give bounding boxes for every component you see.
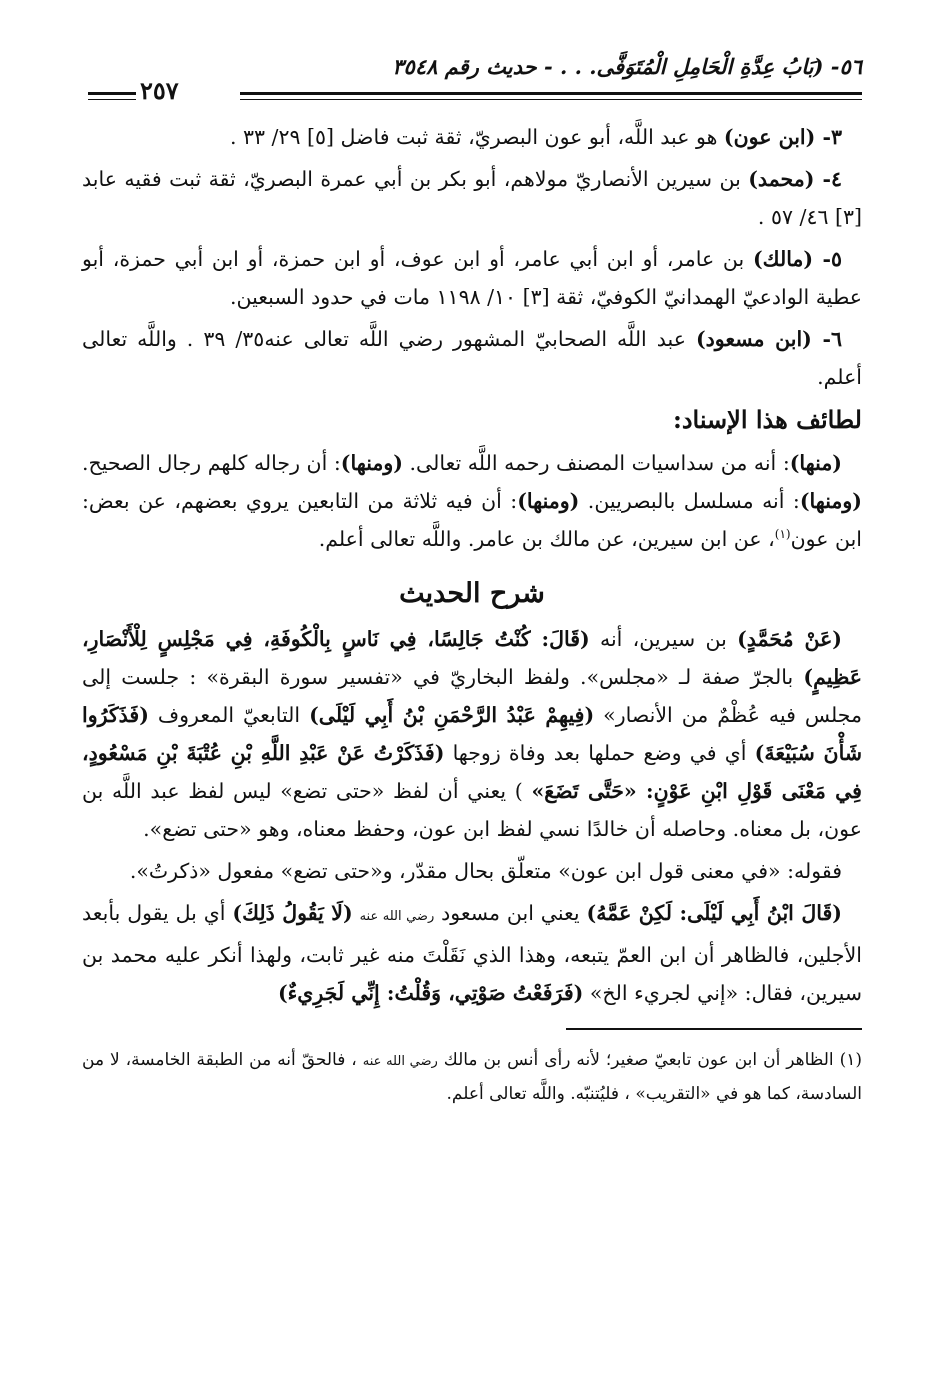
honorific-symbol: رضي الله عنه — [359, 909, 435, 924]
lataif-heading: لطائف هذا الإسناد: — [672, 405, 862, 434]
lataif-text-2: : أن رجاله كلهم رجال الصحيح. — [82, 451, 341, 475]
commentary-text: ) يعني أن لفظ «حتى تضع» ليس لفظ عبد اللَّه بن عون، بل معناه. وحاصله أن خالدًا نسي لفظ ابن عون، وحفظ معناه، وهو «حتى تضع». — [82, 779, 862, 841]
header-rule — [240, 92, 862, 95]
narrator-5 — [82, 240, 862, 316]
book-page — [82, 40, 862, 1110]
hadith-quote: (عَنْ مُحَمَّدٍ) — [737, 627, 842, 651]
footnote-text: (١) الظاهر أن ابن عون تابعيّ صغير؛ لأنه رأى أنس بن مالك — [437, 1050, 862, 1070]
sharh-paragraph-1 — [82, 620, 862, 848]
hadith-quote: (قَالَ ابْنُ أَبِي لَيْلَى: لَكِنْ عَمَّهُ) — [586, 901, 843, 925]
sharh-paragraph-3 — [82, 894, 862, 1012]
page-number-rule — [88, 92, 136, 95]
hadith-quote: (فَذَكَرْتُ عَنْ عَبْدِ اللَّهِ بْنِ عُتْبَةَ بْنِ مَسْعُودٍ، فِي مَعْنَى قَوْلِ ابْنِ عَوْنٍ: «حَتَّى تَضَعَ» — [82, 741, 862, 803]
page-header — [82, 40, 862, 106]
narrator-5-text: بن عامر، أو ابن أبي عامر، أو ابن عوف، أو ابن حمزة، أو ابن أبي حمزة، أبو عطية الوادعيّ الهمدانيّ الكوفيّ، ثقة [٣] ١٠/ ١١٩٨ مات في حدود السبعين. — [82, 247, 862, 309]
honorific-symbol: رضي الله عنه — [362, 1054, 438, 1069]
lataif-marker-1: (منها) — [789, 451, 842, 475]
hadith-quote: (فَرَفَعْتُ صَوْتِي، وَقُلْتُ: إِنِّي لَجَرِيءٌ) — [277, 981, 584, 1005]
narrator-3 — [82, 118, 862, 156]
lataif-text-1: : أنه من سداسيات المصنف رحمه اللَّه تعالى. — [402, 451, 790, 475]
commentary-text: بن سيرين، أنه — [589, 627, 738, 651]
spacer-text — [353, 901, 360, 925]
page-number-rule-thin — [88, 99, 136, 100]
hadith-quote: (فَذَكَرُوا شَأْنَ سُبَيْعَةَ) — [82, 703, 862, 765]
footnote-reference[interactable]: (١) — [774, 527, 791, 542]
lataif-marker-4: (ومنها) — [517, 489, 580, 513]
commentary-text: أي بل يقول بأبعد الأجلين، فالظاهر أن ابن العمّ يتبعه، وهذا الذي نَقَلْتَ منه غير ثابت، ولهذا أنكر عليه محمد بن سيرين، فقال: «إني لجريء الخ» — [82, 901, 862, 1005]
narrator-6-text: عبد اللَّه الصحابيّ المشهور رضي اللَّه تعالى عنه٣٥/ ٣٩ . واللَّه تعالى أعلم. — [82, 327, 862, 389]
narrator-4 — [82, 160, 862, 236]
lataif-text-5: ، عن ابن سيرين، عن مالك بن عامر. واللَّه تعالى أعلم. — [318, 527, 775, 551]
running-title: ٥٦- (بَابُ عِدَّةِ الْحَامِلِ الْمُتَوَفَّى. . . - حديث رقم ٣٥٤٨ — [392, 54, 862, 79]
commentary-text: أي في وضع حملها بعد وفاة زوجها — [444, 741, 755, 765]
commentary-text: يعني ابن مسعود — [434, 901, 587, 925]
footnote-divider — [566, 1028, 862, 1030]
sharh-heading: شرح الحديث — [399, 578, 545, 609]
footnote-1 — [82, 1044, 862, 1110]
narrator-4-text: بن سيرين الأنصاريّ مولاهم، أبو بكر بن أبي عمرة البصريّ، ثقة ثبت فقيه عابد [٣] ٤٦/ ٥٧ . — [82, 167, 862, 229]
narrator-6-label: ٦- (ابن مسعود) — [695, 327, 843, 351]
footnotes — [82, 1044, 862, 1110]
lataif-marker-3: (ومنها) — [799, 489, 862, 513]
header-rule-thin — [240, 99, 862, 100]
lataif-text-3: : أنه مسلسل بالبصريين. — [579, 489, 800, 513]
hadith-quote: (لَا يَقُولُ ذَلِكَ) — [232, 901, 353, 925]
narrator-3-text: هو عبد اللَّه، أبو عون البصريّ، ثقة ثبت فاضل [٥] ٢٩/ ٣٣ . — [229, 125, 724, 149]
narrator-3-label: ٣- (ابن عون) — [723, 125, 842, 149]
main-text — [82, 118, 862, 1012]
commentary-text: التابعيّ المعروف — [148, 703, 310, 727]
commentary-text: بالجرّ صفة لـ «مجلس». ولفظ البخاريّ في «تفسير سورة البقرة» : جلست إلى مجلس فيه عُظْمٌ من الأنصار» — [82, 665, 863, 727]
narrator-4-label: ٤- (محمد) — [748, 167, 843, 191]
lataif-text-4: : أن فيه ثلاثة من التابعين يروي بعضهم، عن بعض: ابن عون — [82, 489, 862, 551]
page-number: ٢٥٧ — [140, 76, 179, 105]
sharh-paragraph-2: فقوله: «في معنى قول ابن عون» متعلّق بحال مقدّر، و«حتى تضع» مفعول «ذكرتُ». — [129, 859, 842, 883]
footnote-text: ، فالحقّ أنه من الطبقة الخامسة، لا من السادسة، كما هو في «التقريب» ، فليُتنبّه. واللَّه تعالى أعلم. — [82, 1050, 862, 1104]
narrator-6 — [82, 320, 862, 396]
hadith-quote: (قَالَ: كُنْتُ جَالِسًا، فِي نَاسٍ بِالْكُوفَةِ، فِي مَجْلِسٍ لِلْأَنْصَارِ، عَظِيمٍ) — [82, 627, 862, 689]
lataif-paragraph — [82, 444, 862, 558]
narrator-5-label: ٥- (مالك) — [752, 247, 842, 271]
hadith-quote: (فِيهِمْ عَبْدُ الرَّحْمَنِ بْنُ أَبِي لَيْلَى) — [309, 703, 595, 727]
lataif-marker-2: (ومنها) — [340, 451, 403, 475]
